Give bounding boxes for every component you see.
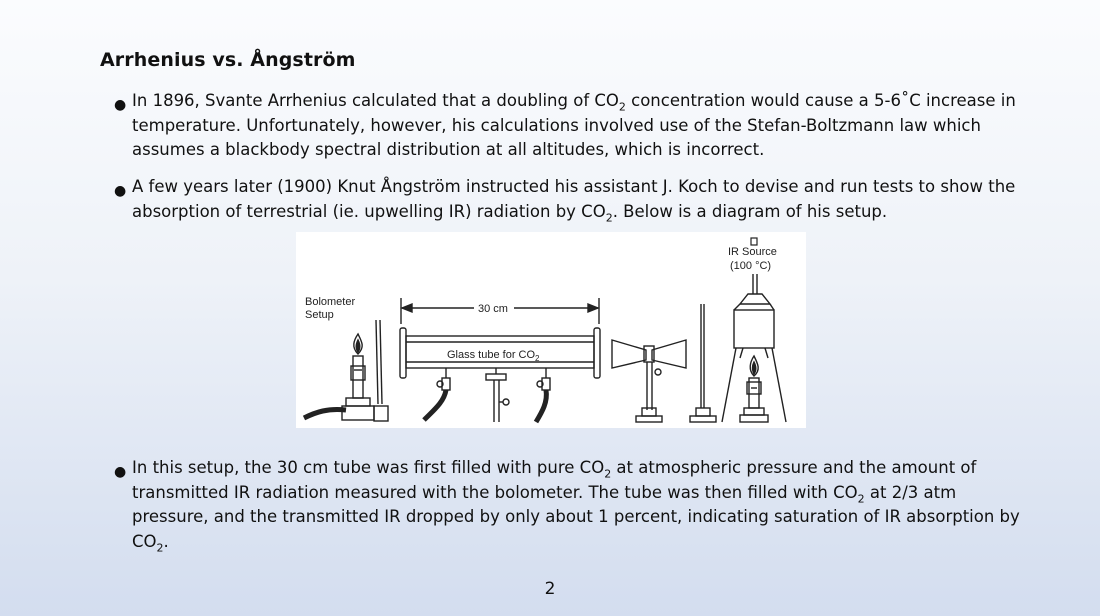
bullet-dot-icon: ● (114, 97, 127, 113)
page-number: 2 (544, 579, 556, 599)
bolometer-label-line1: Bolometer (305, 296, 356, 308)
bolometer-label-line2: Setup (305, 309, 334, 321)
bullet-setup-results (114, 456, 1034, 554)
bunsen-burner-left-icon (304, 334, 374, 420)
experiment-setup-diagram (296, 232, 806, 428)
bullet-dot-icon: ● (114, 464, 127, 480)
bolometer-icon (374, 320, 388, 421)
ir-source-label-line1: IR Source (728, 246, 777, 258)
ir-source-label-line2: (100 °C) (730, 260, 772, 272)
bullet-arrhenius (114, 89, 1034, 163)
length-label: 30 cm (478, 303, 508, 315)
double-cone-screen-icon (612, 340, 686, 422)
tube-label: Glass tube for $CO_2$ (447, 349, 540, 363)
bunsen-burner-right-icon (740, 356, 768, 422)
glass-tube-icon (400, 328, 600, 422)
shutter-rod-icon (690, 304, 716, 422)
slide-title: Arrhenius vs. Ångström (100, 49, 356, 71)
bullet-text: In 1896, Svante Arrhenius calculated that a doubling of $CO_2$ concentration would cause a 5-6˚C increase in temperature. Unfortunately, however, his calculations involved use of the Stefan-Boltzmann law which assumes a blackbody spectral distribution at all altitudes, which is incorrect. (132, 91, 1016, 159)
bullet-text: In this setup, the 30 cm tube was first filled with pure $CO_2$ at atmospheric pressure and the amount of transmitted IR radiation measured with the bolometer. The tube was then filled with $CO_2$ at 2/3 atm pressure, and the transmitted IR dropped by only about 1 percent, indicating saturation of IR absorption by $CO_2$. (132, 458, 1020, 554)
bullet-dot-icon: ● (114, 183, 127, 199)
bullet-angstrom (114, 175, 1034, 224)
bullet-text: A few years later (1900) Knut Ångström instructed his assistant J. Koch to devise and run tests to show the absorption of terrestrial (ie. upwelling IR) radiation by $CO_2$. Below is a diagram of his setup. (132, 177, 1016, 224)
